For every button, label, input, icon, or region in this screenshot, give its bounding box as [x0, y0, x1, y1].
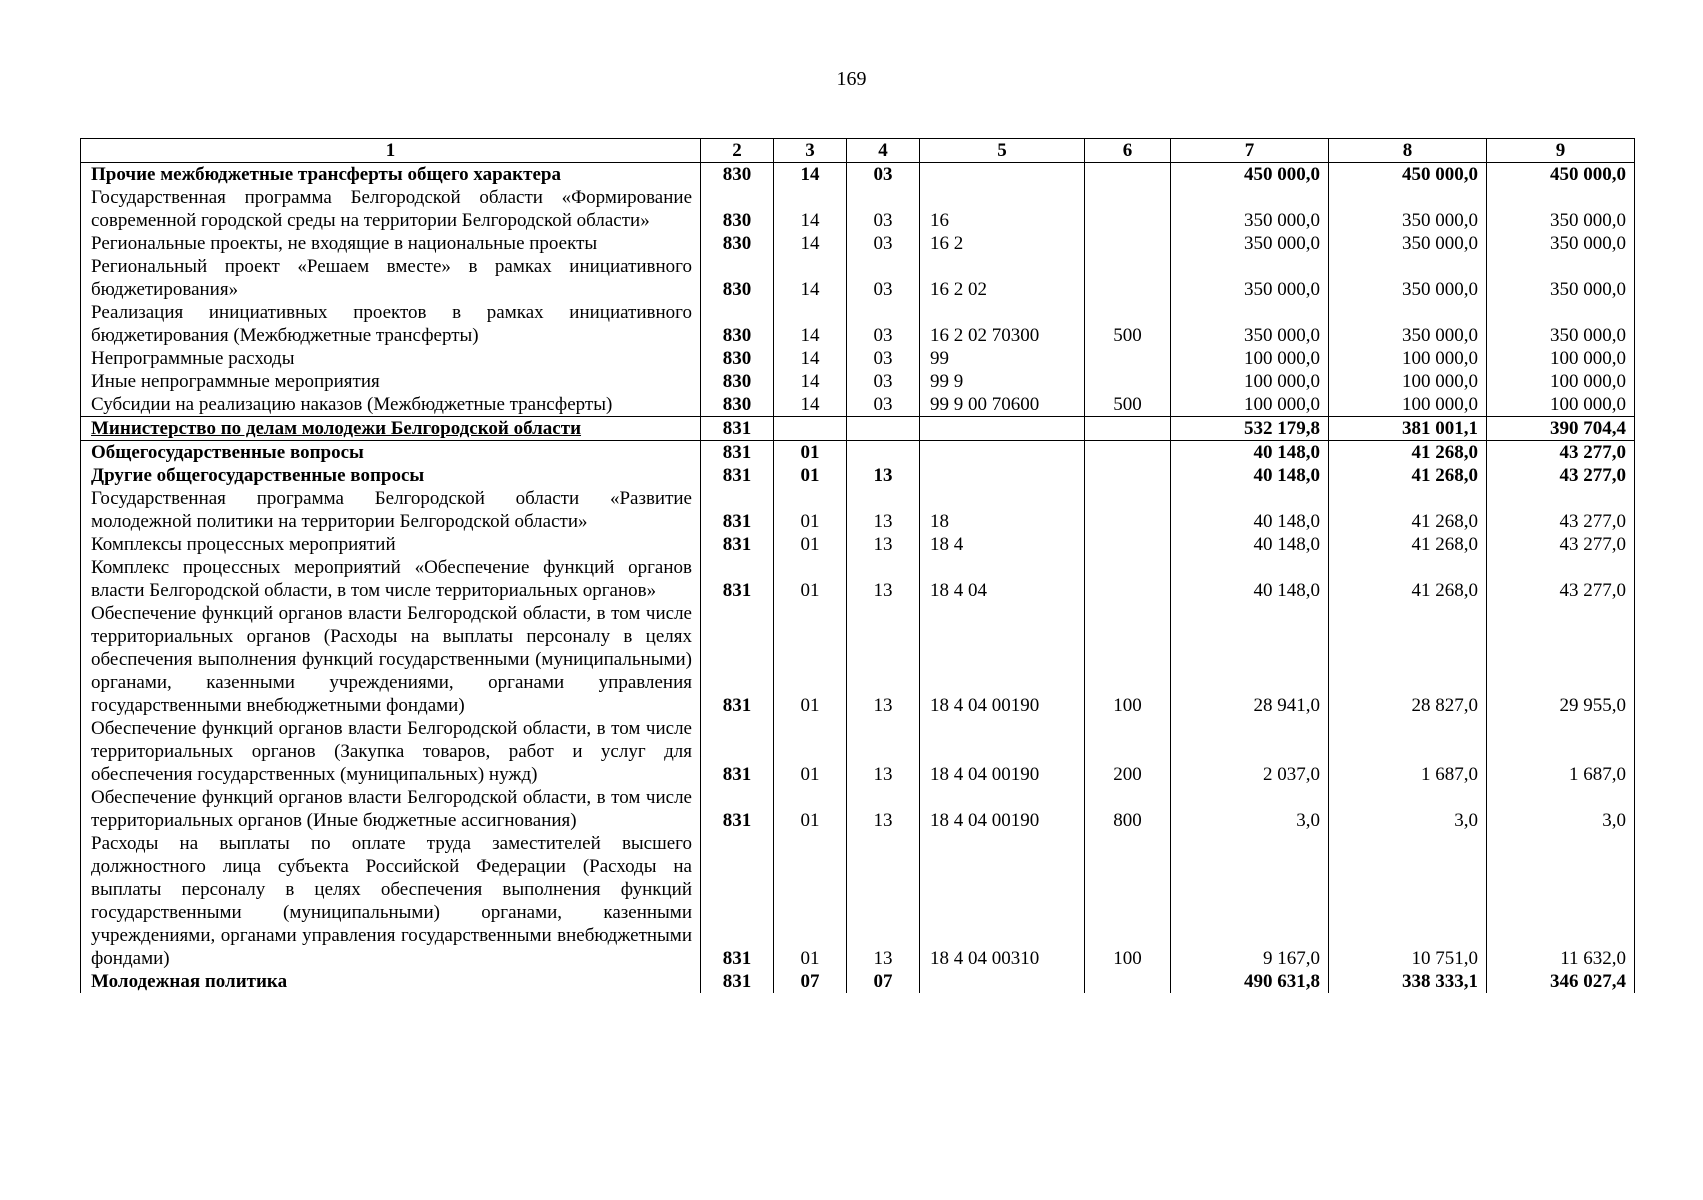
table-row [81, 163, 1635, 187]
cell-subsection: 13 [847, 602, 920, 717]
table-row [81, 464, 1635, 487]
cell-amount-7: 40 148,0 [1171, 464, 1329, 487]
cell-target: 18 4 04 00190 [920, 602, 1085, 717]
cell-target: 18 [920, 487, 1085, 533]
cell-section: 07 [774, 970, 847, 993]
cell-amount-9: 350 000,0 [1487, 255, 1635, 301]
cell-target: 18 4 [920, 533, 1085, 556]
table-row [81, 393, 1635, 417]
table-header-row [81, 139, 1635, 163]
cell-amount-7: 490 631,8 [1171, 970, 1329, 993]
column-header: 6 [1085, 139, 1171, 163]
cell-amount-8: 10 751,0 [1329, 832, 1487, 970]
cell-amount-7: 9 167,0 [1171, 832, 1329, 970]
cell-code: 830 [701, 347, 774, 370]
cell-section: 14 [774, 255, 847, 301]
cell-code: 831 [701, 487, 774, 533]
cell-subsection: 13 [847, 556, 920, 602]
cell-expense-type: 500 [1085, 301, 1171, 347]
cell-target: 99 9 00 70600 [920, 393, 1085, 417]
cell-target: 18 4 04 [920, 556, 1085, 602]
cell-amount-9: 100 000,0 [1487, 370, 1635, 393]
cell-amount-9: 346 027,4 [1487, 970, 1635, 993]
cell-subsection: 13 [847, 786, 920, 832]
cell-amount-9: 350 000,0 [1487, 301, 1635, 347]
cell-subsection: 13 [847, 832, 920, 970]
cell-amount-7: 40 148,0 [1171, 533, 1329, 556]
cell-subsection [847, 417, 920, 441]
cell-target [920, 970, 1085, 993]
cell-expense-type [1085, 347, 1171, 370]
cell-amount-8: 100 000,0 [1329, 393, 1487, 417]
table-row [81, 556, 1635, 602]
cell-amount-7: 350 000,0 [1171, 232, 1329, 255]
cell-expense-type: 200 [1085, 717, 1171, 786]
cell-amount-7: 350 000,0 [1171, 301, 1329, 347]
row-name: Обеспечение функций органов власти Белгородской области, в том числе территориальных органов (Иные бюджетные ассигнования) [81, 786, 701, 832]
cell-expense-type [1085, 232, 1171, 255]
cell-subsection: 13 [847, 464, 920, 487]
table-row [81, 533, 1635, 556]
row-name: Комплекс процессных мероприятий «Обеспечение функций органов власти Белгородской области, в том числе территориальных органов» [81, 556, 701, 602]
row-name: Непрограммные расходы [81, 347, 701, 370]
cell-amount-8: 381 001,1 [1329, 417, 1487, 441]
cell-amount-8: 1 687,0 [1329, 717, 1487, 786]
cell-expense-type: 100 [1085, 602, 1171, 717]
cell-target: 16 [920, 186, 1085, 232]
cell-amount-9: 1 687,0 [1487, 717, 1635, 786]
cell-subsection: 13 [847, 487, 920, 533]
table-row [81, 487, 1635, 533]
cell-section: 01 [774, 533, 847, 556]
cell-section: 14 [774, 186, 847, 232]
column-header: 2 [701, 139, 774, 163]
table-row [81, 602, 1635, 717]
row-name: Реализация инициативных проектов в рамках инициативного бюджетирования (Межбюджетные трансферты) [81, 301, 701, 347]
column-header: 1 [81, 139, 701, 163]
cell-section: 14 [774, 301, 847, 347]
cell-target [920, 163, 1085, 187]
cell-code: 831 [701, 832, 774, 970]
cell-subsection: 13 [847, 533, 920, 556]
row-name: Молодежная политика [81, 970, 701, 993]
cell-section: 14 [774, 393, 847, 417]
cell-amount-8: 41 268,0 [1329, 487, 1487, 533]
cell-amount-7: 3,0 [1171, 786, 1329, 832]
cell-subsection: 03 [847, 301, 920, 347]
cell-section: 14 [774, 163, 847, 187]
table-row [81, 717, 1635, 786]
cell-amount-8: 41 268,0 [1329, 556, 1487, 602]
cell-amount-8: 100 000,0 [1329, 347, 1487, 370]
cell-amount-8: 41 268,0 [1329, 464, 1487, 487]
row-name: Субсидии на реализацию наказов (Межбюджетные трансферты) [81, 393, 701, 417]
cell-subsection: 03 [847, 393, 920, 417]
cell-amount-7: 100 000,0 [1171, 370, 1329, 393]
row-name: Общегосударственные вопросы [81, 441, 701, 465]
cell-code: 831 [701, 717, 774, 786]
cell-expense-type: 800 [1085, 786, 1171, 832]
cell-amount-9: 43 277,0 [1487, 533, 1635, 556]
cell-section: 01 [774, 556, 847, 602]
cell-amount-8: 350 000,0 [1329, 255, 1487, 301]
cell-amount-8: 338 333,1 [1329, 970, 1487, 993]
cell-amount-7: 28 941,0 [1171, 602, 1329, 717]
cell-amount-9: 350 000,0 [1487, 232, 1635, 255]
cell-target [920, 417, 1085, 441]
cell-amount-9: 390 704,4 [1487, 417, 1635, 441]
row-name: Комплексы процессных мероприятий [81, 533, 701, 556]
cell-amount-7: 100 000,0 [1171, 347, 1329, 370]
row-name: Государственная программа Белгородской области «Формирование современной городской среды на территории Белгородской области» [81, 186, 701, 232]
cell-expense-type [1085, 163, 1171, 187]
cell-amount-9: 3,0 [1487, 786, 1635, 832]
cell-target: 16 2 02 70300 [920, 301, 1085, 347]
cell-expense-type [1085, 487, 1171, 533]
cell-section: 01 [774, 487, 847, 533]
table-row [81, 370, 1635, 393]
column-header: 4 [847, 139, 920, 163]
budget-table [80, 138, 1635, 993]
cell-expense-type [1085, 441, 1171, 465]
cell-amount-9: 11 632,0 [1487, 832, 1635, 970]
cell-amount-7: 40 148,0 [1171, 441, 1329, 465]
cell-section: 01 [774, 464, 847, 487]
table-row [81, 417, 1635, 441]
cell-code: 831 [701, 464, 774, 487]
cell-amount-9: 350 000,0 [1487, 186, 1635, 232]
row-name: Иные непрограммные мероприятия [81, 370, 701, 393]
cell-amount-7: 2 037,0 [1171, 717, 1329, 786]
cell-amount-9: 43 277,0 [1487, 556, 1635, 602]
column-header: 5 [920, 139, 1085, 163]
cell-code: 830 [701, 163, 774, 187]
cell-amount-9: 450 000,0 [1487, 163, 1635, 187]
cell-amount-8: 28 827,0 [1329, 602, 1487, 717]
row-name: Региональные проекты, не входящие в национальные проекты [81, 232, 701, 255]
cell-code: 831 [701, 602, 774, 717]
cell-target: 18 4 04 00190 [920, 786, 1085, 832]
cell-section: 01 [774, 832, 847, 970]
table-row [81, 832, 1635, 970]
cell-subsection: 03 [847, 255, 920, 301]
cell-expense-type [1085, 255, 1171, 301]
cell-expense-type [1085, 186, 1171, 232]
cell-amount-8: 100 000,0 [1329, 370, 1487, 393]
cell-amount-8: 41 268,0 [1329, 441, 1487, 465]
cell-subsection: 07 [847, 970, 920, 993]
cell-subsection: 03 [847, 347, 920, 370]
cell-amount-9: 43 277,0 [1487, 441, 1635, 465]
cell-subsection [847, 441, 920, 465]
row-name: Региональный проект «Решаем вместе» в рамках инициативного бюджетирования» [81, 255, 701, 301]
cell-amount-7: 532 179,8 [1171, 417, 1329, 441]
column-header: 9 [1487, 139, 1635, 163]
cell-target [920, 464, 1085, 487]
cell-code: 830 [701, 255, 774, 301]
cell-amount-7: 40 148,0 [1171, 556, 1329, 602]
table-row [81, 786, 1635, 832]
cell-section: 01 [774, 786, 847, 832]
cell-expense-type: 500 [1085, 393, 1171, 417]
cell-section: 14 [774, 232, 847, 255]
table-row [81, 347, 1635, 370]
cell-amount-8: 350 000,0 [1329, 232, 1487, 255]
cell-code: 830 [701, 370, 774, 393]
column-header: 7 [1171, 139, 1329, 163]
cell-code: 831 [701, 533, 774, 556]
cell-amount-9: 43 277,0 [1487, 464, 1635, 487]
cell-code: 830 [701, 186, 774, 232]
cell-target: 18 4 04 00190 [920, 717, 1085, 786]
column-header: 3 [774, 139, 847, 163]
row-name: Прочие межбюджетные трансферты общего характера [81, 163, 701, 187]
row-name: Обеспечение функций органов власти Белгородской области, в том числе территориальных органов (Закупка товаров, работ и услуг для обеспечения государственных (муниципальных) нужд) [81, 717, 701, 786]
cell-amount-9: 100 000,0 [1487, 393, 1635, 417]
row-name: Министерство по делам молодежи Белгородской области [81, 417, 701, 441]
cell-code: 831 [701, 556, 774, 602]
cell-expense-type [1085, 370, 1171, 393]
table-row [81, 441, 1635, 465]
row-name: Государственная программа Белгородской области «Развитие молодежной политики на территории Белгородской области» [81, 487, 701, 533]
cell-section: 01 [774, 602, 847, 717]
cell-code: 830 [701, 301, 774, 347]
table-row [81, 301, 1635, 347]
cell-target: 18 4 04 00310 [920, 832, 1085, 970]
row-name: Расходы на выплаты по оплате труда заместителей высшего должностного лица субъекта Российской Федерации (Расходы на выплаты персоналу в целях обеспечения выполнения функций государственными (муниципальными) органами, казенными учреждениями, органами управления государственными внебюджетными фондами) [81, 832, 701, 970]
cell-expense-type [1085, 970, 1171, 993]
cell-subsection: 03 [847, 163, 920, 187]
row-name: Другие общегосударственные вопросы [81, 464, 701, 487]
cell-subsection: 03 [847, 186, 920, 232]
cell-amount-8: 3,0 [1329, 786, 1487, 832]
cell-section: 01 [774, 441, 847, 465]
cell-target: 99 9 [920, 370, 1085, 393]
table-row [81, 255, 1635, 301]
cell-expense-type [1085, 556, 1171, 602]
table-row [81, 232, 1635, 255]
cell-code: 830 [701, 232, 774, 255]
cell-section: 14 [774, 347, 847, 370]
cell-target: 16 2 02 [920, 255, 1085, 301]
cell-code: 831 [701, 417, 774, 441]
cell-section [774, 417, 847, 441]
cell-amount-9: 43 277,0 [1487, 487, 1635, 533]
cell-amount-7: 100 000,0 [1171, 393, 1329, 417]
cell-target: 99 [920, 347, 1085, 370]
cell-amount-7: 450 000,0 [1171, 163, 1329, 187]
cell-amount-8: 450 000,0 [1329, 163, 1487, 187]
row-name: Обеспечение функций органов власти Белгородской области, в том числе территориальных органов (Расходы на выплаты персоналу в целях обеспечения выполнения функций государственными (муниципальными) органами, казенными учреждениями, органами управления государственными внебюджетными фондами) [81, 602, 701, 717]
cell-section: 01 [774, 717, 847, 786]
cell-expense-type: 100 [1085, 832, 1171, 970]
cell-amount-8: 41 268,0 [1329, 533, 1487, 556]
cell-amount-7: 350 000,0 [1171, 255, 1329, 301]
cell-code: 831 [701, 970, 774, 993]
cell-subsection: 03 [847, 232, 920, 255]
cell-amount-8: 350 000,0 [1329, 186, 1487, 232]
cell-amount-8: 350 000,0 [1329, 301, 1487, 347]
cell-expense-type [1085, 464, 1171, 487]
cell-code: 830 [701, 393, 774, 417]
cell-target [920, 441, 1085, 465]
table-row [81, 970, 1635, 993]
cell-amount-9: 100 000,0 [1487, 347, 1635, 370]
cell-target: 16 2 [920, 232, 1085, 255]
cell-subsection: 13 [847, 717, 920, 786]
cell-code: 831 [701, 441, 774, 465]
column-header: 8 [1329, 139, 1487, 163]
cell-expense-type [1085, 417, 1171, 441]
cell-amount-7: 350 000,0 [1171, 186, 1329, 232]
cell-code: 831 [701, 786, 774, 832]
page-number: 169 [836, 68, 867, 90]
cell-subsection: 03 [847, 370, 920, 393]
cell-amount-9: 29 955,0 [1487, 602, 1635, 717]
table-row [81, 186, 1635, 232]
cell-amount-7: 40 148,0 [1171, 487, 1329, 533]
cell-expense-type [1085, 533, 1171, 556]
cell-section: 14 [774, 370, 847, 393]
